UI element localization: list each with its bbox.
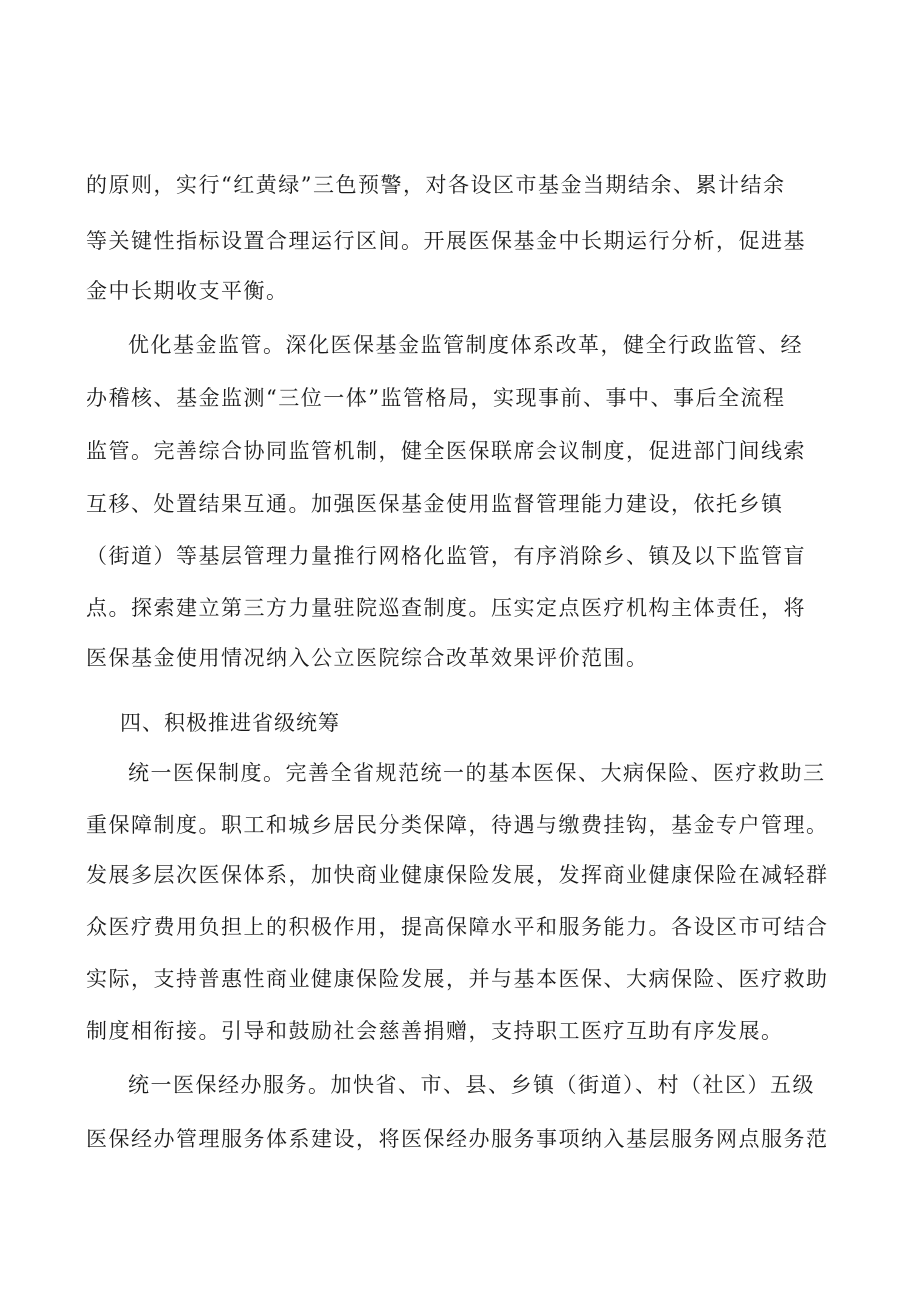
text-line: 统一医保经办服务。加快省、市、县、乡镇（街道）、村（社区）五级 bbox=[128, 1073, 815, 1097]
text-line: 监管。完善综合协同监管机制，健全医保联席会议制度，促进部门间线索 bbox=[86, 439, 806, 463]
text-line: 实际，支持普惠性商业健康保险发展，并与基本医保、大病保险、医疗救助 bbox=[86, 967, 829, 991]
text-line: 互移、处置结果互通。加强医保基金使用监督管理能力建设，依托乡镇 bbox=[86, 492, 784, 516]
text-line: 医保基金使用情况纳入公立医院综合改革效果评价范围。 bbox=[86, 646, 649, 670]
text-line: 众医疗费用负担上的积极作用，提高保障水平和服务能力。各设区市可结合 bbox=[86, 915, 829, 939]
text-line: 的原则，实行“红黄绿”三色预警，对各设区市基金当期结余、累计结余 bbox=[86, 173, 786, 197]
text-line: 优化基金监管。深化医保基金监管制度体系改革，健全行政监管、经 bbox=[128, 333, 803, 357]
text-line: 金中长期收支平衡。 bbox=[86, 279, 289, 303]
text-line: （街道）等基层管理力量推行网格化监管，有序消除乡、镇及以下监管盲 bbox=[86, 544, 806, 568]
text-line: 办稽核、基金监测“三位一体”监管格局，实现事前、事中、事后全流程 bbox=[86, 386, 786, 410]
text-line: 制度相衔接。引导和鼓励社会慈善捐赠，支持职工医疗互助有序发展。 bbox=[86, 1019, 784, 1043]
section-heading: 四、积极推进省级统筹 bbox=[120, 711, 340, 735]
text-line: 等关键性指标设置合理运行区间。开展医保基金中长期运行分析，促进基 bbox=[86, 229, 806, 253]
text-line: 统一医保制度。完善全省规范统一的基本医保、大病保险、医疗救助三 bbox=[128, 761, 826, 785]
text-line: 重保障制度。职工和城乡居民分类保障，待遇与缴费挂钩，基金专户管理。 bbox=[86, 813, 829, 837]
text-line: 发展多层次医保体系，加快商业健康保险发展，发挥商业健康保险在减轻群 bbox=[86, 863, 829, 887]
text-line: 医保经办管理服务体系建设，将医保经办服务事项纳入基层服务网点服务范 bbox=[86, 1127, 829, 1151]
text-line: 点。探索建立第三方力量驻院巡查制度。压实定点医疗机构主体责任，将 bbox=[86, 596, 806, 620]
